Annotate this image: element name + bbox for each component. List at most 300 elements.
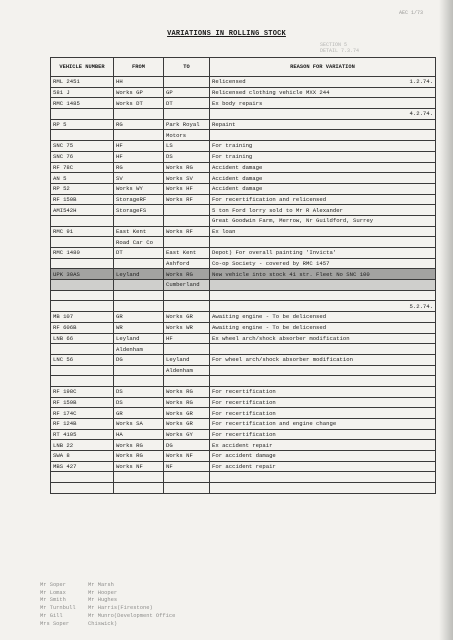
recipient-left: Mr Smith: [40, 597, 66, 604]
distribution-line: [40, 597, 270, 605]
to-cell-text: Aldenham: [166, 366, 193, 374]
vehicle-number-cell: [51, 483, 114, 494]
to-cell: [164, 483, 210, 494]
to-cell-text: Works SV: [166, 174, 193, 182]
to-cell: [164, 344, 210, 355]
table-row: [51, 344, 436, 355]
vehicle-number-cell: [51, 408, 114, 419]
vehicle-number-cell: [51, 280, 114, 291]
reason-cell-text: Repaint: [212, 121, 236, 129]
vehicle-number-cell: [51, 451, 114, 462]
to-cell: [164, 322, 210, 333]
from-cell: [114, 344, 164, 355]
from-cell: [114, 354, 164, 365]
table-row: [51, 483, 436, 494]
vehicle-number-cell-text: LNB 66: [53, 334, 74, 342]
section-date: 1.2.74.: [409, 78, 433, 86]
recipient-left: Mr Lomax: [40, 589, 66, 596]
vehicle-number-cell-text: MBS 427: [53, 463, 77, 471]
from-cell-text: Works RG: [116, 452, 143, 460]
table-row: [51, 397, 436, 408]
reason-cell: [210, 215, 436, 226]
table-row: [51, 109, 436, 120]
to-cell: [164, 301, 210, 312]
table-row: [51, 312, 436, 323]
from-cell-text: Works NF: [116, 463, 143, 471]
table-row: [51, 194, 436, 205]
from-cell-text: SV: [116, 174, 123, 182]
recipient-left: Mr Soper: [40, 582, 66, 588]
vehicle-number-cell-text: RT 4105: [53, 431, 77, 439]
from-cell: [114, 194, 164, 205]
to-cell-text: Works RF: [166, 227, 193, 235]
from-cell-text: RG: [116, 163, 123, 171]
vehicle-number-cell-text: RP 5: [53, 121, 67, 129]
recipient-right: Mr Harris(Firestone): [88, 605, 153, 612]
from-cell: [114, 119, 164, 130]
from-cell-text: Leyland: [116, 270, 140, 278]
vehicle-number-cell-text: SWA 8: [53, 452, 70, 460]
vehicle-number-cell: [51, 419, 114, 430]
from-cell: [114, 248, 164, 259]
table-row: [51, 87, 436, 98]
column-header-reason: REASON FOR VARIATION: [210, 58, 436, 77]
vehicle-number-cell: [51, 258, 114, 269]
to-cell: [164, 312, 210, 323]
reason-cell: [210, 280, 436, 291]
table-row: [51, 408, 436, 419]
recipient-left: Mr Gill: [40, 612, 63, 619]
recipient-right: Mr Hughes: [88, 597, 118, 604]
table-row: [51, 472, 436, 483]
from-cell: [114, 98, 164, 109]
to-cell-text: Works NF: [166, 452, 193, 460]
from-cell: [114, 290, 164, 301]
to-cell-text: Works RG: [166, 270, 193, 278]
vehicle-number-cell-text: AN 5: [53, 174, 67, 182]
document-title: [0, 30, 453, 38]
vehicle-number-cell: [51, 322, 114, 333]
to-cell: [164, 365, 210, 376]
reason-cell: [210, 386, 436, 397]
faded-line: DETAIL 7.3.74: [320, 48, 360, 54]
vehicle-number-cell-text: RF 124B: [53, 420, 77, 428]
vehicle-number-cell-text: RMC 91: [53, 227, 74, 235]
from-cell-text: Road Car Co: [116, 238, 153, 246]
from-cell: [114, 258, 164, 269]
reason-cell: [210, 269, 436, 280]
vehicle-number-cell-text: RMC 1480: [53, 249, 80, 257]
vehicle-number-cell: [51, 429, 114, 440]
table-row: [51, 365, 436, 376]
reason-cell-text: For training: [212, 142, 253, 150]
from-cell: [114, 365, 164, 376]
to-cell: [164, 376, 210, 387]
reason-cell-text: For accident damage: [212, 452, 276, 460]
from-cell-text: HF: [116, 153, 123, 161]
to-cell: [164, 333, 210, 344]
distribution-line: [40, 605, 270, 613]
table-row: [51, 419, 436, 430]
to-cell: [164, 183, 210, 194]
to-cell: [164, 141, 210, 152]
from-cell-text: HH: [116, 78, 123, 86]
reason-cell-text: For recertification: [212, 398, 276, 406]
column-header-vehicle: VEHICLE NUMBER: [51, 58, 114, 77]
to-cell: [164, 354, 210, 365]
reason-cell-text: For recertification and engine change: [212, 420, 337, 428]
to-cell-text: Works GR: [166, 420, 193, 428]
section-date: 5.2.74.: [409, 302, 433, 310]
rolling-stock-table: [50, 57, 436, 494]
reason-cell-text: For recertification: [212, 388, 276, 396]
reason-cell: [210, 365, 436, 376]
to-cell-text: Leyland: [166, 356, 190, 364]
reason-cell: [210, 344, 436, 355]
to-cell: [164, 119, 210, 130]
to-cell: [164, 280, 210, 291]
vehicle-number-cell: [51, 269, 114, 280]
vehicle-number-cell: [51, 151, 114, 162]
reason-cell: [210, 119, 436, 130]
to-cell: [164, 440, 210, 451]
from-cell: [114, 472, 164, 483]
to-cell-text: Motors: [166, 131, 187, 139]
vehicle-number-cell: [51, 237, 114, 248]
vehicle-number-cell-text: RF 198C: [53, 388, 77, 396]
vehicle-number-cell: [51, 354, 114, 365]
table-header-row: [51, 58, 436, 77]
vehicle-number-cell-text: LNB 22: [53, 441, 74, 449]
vehicle-number-cell: [51, 440, 114, 451]
from-cell: [114, 483, 164, 494]
vehicle-number-cell: [51, 301, 114, 312]
vehicle-number-cell-text: RF 150B: [53, 195, 77, 203]
table-row: [51, 258, 436, 269]
vehicle-number-cell: [51, 365, 114, 376]
reason-cell: [210, 301, 436, 312]
table-row: [51, 248, 436, 259]
from-cell: [114, 429, 164, 440]
to-cell: [164, 461, 210, 472]
table-row: [51, 183, 436, 194]
from-cell: [114, 237, 164, 248]
from-cell-text: WR: [116, 324, 123, 332]
from-cell: [114, 183, 164, 194]
recipient-left: Mr Turnbull: [40, 605, 76, 612]
table-row: [51, 376, 436, 387]
to-cell-text: Works RF: [166, 195, 193, 203]
from-cell-text: Works DT: [116, 99, 143, 107]
vehicle-number-cell: [51, 119, 114, 130]
reason-cell-text: Accident damage: [212, 163, 263, 171]
vehicle-number-cell: [51, 215, 114, 226]
reason-cell-text: Ex wheel arch/shock absorber modification: [212, 334, 350, 342]
reason-cell: [210, 162, 436, 173]
reason-cell: [210, 98, 436, 109]
table-row: [51, 173, 436, 184]
vehicle-number-cell: [51, 461, 114, 472]
vehicle-number-cell-text: RF 174C: [53, 409, 77, 417]
to-cell-text: DG: [166, 441, 173, 449]
reason-cell: [210, 429, 436, 440]
title-text: VARIATIONS IN ROLLING STOCK: [167, 30, 286, 38]
table-body: [51, 77, 436, 494]
reason-cell-text: Relicensed clothing vehicle MXX 244: [212, 89, 330, 97]
from-cell: [114, 322, 164, 333]
reason-cell-text: New vehicle into stock 41 str. Fleet No SNC 100: [212, 270, 370, 278]
to-cell-text: Ashford: [166, 260, 190, 268]
distribution-line: [40, 582, 270, 590]
table-row: [51, 205, 436, 216]
reason-cell: [210, 130, 436, 141]
vehicle-number-cell: [51, 397, 114, 408]
table-row: [51, 130, 436, 141]
to-cell: [164, 419, 210, 430]
faded-bleed-text: [320, 42, 400, 54]
reason-cell-text: Depot) For overall painting 'Invicta': [212, 249, 337, 257]
reason-cell-text: Accident damage: [212, 185, 263, 193]
from-cell-text: Works GP: [116, 89, 143, 97]
recipient-right: Mr Munro(Development Office: [88, 612, 176, 619]
to-cell-text: Works WR: [166, 324, 193, 332]
recipient-right: Mr Marsh: [88, 582, 114, 588]
from-cell: [114, 301, 164, 312]
from-cell-text: RG: [116, 121, 123, 129]
vehicle-number-cell: [51, 376, 114, 387]
recipient-right: Mr Hooper: [88, 589, 118, 596]
from-cell: [114, 87, 164, 98]
to-cell-text: Works RG: [166, 398, 193, 406]
distribution-list: [40, 582, 270, 628]
to-cell: [164, 194, 210, 205]
vehicle-number-cell-text: AMI542H: [53, 206, 77, 214]
table-row: [51, 354, 436, 365]
reason-cell: [210, 312, 436, 323]
to-cell-text: Works GR: [166, 313, 193, 321]
to-cell: [164, 87, 210, 98]
to-cell: [164, 248, 210, 259]
reason-cell-text: For recertification and relicensed: [212, 195, 327, 203]
vehicle-number-cell-text: RF 606B: [53, 324, 77, 332]
distribution-line: [40, 590, 270, 598]
from-cell: [114, 312, 164, 323]
vehicle-number-cell: [51, 248, 114, 259]
reason-cell: [210, 205, 436, 216]
reason-cell: [210, 226, 436, 237]
reason-cell-text: Ex body repairs: [212, 99, 263, 107]
reason-cell-text: Ex accident repair: [212, 441, 273, 449]
reason-cell: [210, 183, 436, 194]
vehicle-number-cell-text: UPK 30AS: [53, 270, 80, 278]
reason-cell: [210, 408, 436, 419]
to-cell-text: HF: [166, 334, 173, 342]
to-cell: [164, 397, 210, 408]
from-cell: [114, 408, 164, 419]
reason-cell-text: Great Goodwin Farm, Merrow, Nr Guildford, Surrey: [212, 217, 374, 225]
reason-cell: [210, 451, 436, 462]
from-cell-text: East Kent: [116, 227, 147, 235]
to-cell: [164, 130, 210, 141]
from-cell: [114, 130, 164, 141]
reason-cell: [210, 461, 436, 472]
from-cell: [114, 386, 164, 397]
reason-cell: [210, 258, 436, 269]
from-cell: [114, 205, 164, 216]
vehicle-number-cell: [51, 98, 114, 109]
reason-cell: [210, 440, 436, 451]
table-row: [51, 151, 436, 162]
to-cell: [164, 258, 210, 269]
recipient-right: Chiswick): [88, 620, 118, 627]
table-row: [51, 322, 436, 333]
reason-cell-text: Ex loan: [212, 227, 236, 235]
table-row: [51, 215, 436, 226]
vehicle-number-cell: [51, 333, 114, 344]
reason-cell: [210, 397, 436, 408]
vehicle-number-cell: [51, 386, 114, 397]
to-cell-text: Works GR: [166, 409, 193, 417]
to-cell-text: GP: [166, 89, 173, 97]
to-cell: [164, 226, 210, 237]
reason-cell: [210, 248, 436, 259]
vehicle-number-cell-text: SNC 76: [53, 153, 74, 161]
from-cell-text: Works SA: [116, 420, 143, 428]
reason-cell: [210, 472, 436, 483]
from-cell-text: DS: [116, 388, 123, 396]
vehicle-number-cell-text: RML 2451: [53, 78, 80, 86]
table-row: [51, 226, 436, 237]
to-cell-text: Works HF: [166, 185, 193, 193]
vehicle-number-cell: [51, 173, 114, 184]
to-cell: [164, 429, 210, 440]
from-cell: [114, 333, 164, 344]
to-cell: [164, 451, 210, 462]
table-row: [51, 451, 436, 462]
from-cell-text: StorageRF: [116, 195, 147, 203]
from-cell: [114, 451, 164, 462]
from-cell: [114, 461, 164, 472]
table-row: [51, 290, 436, 301]
from-cell: [114, 280, 164, 291]
section-date: 4.2.74.: [409, 110, 433, 118]
to-cell: [164, 215, 210, 226]
from-cell: [114, 162, 164, 173]
reason-cell: [210, 141, 436, 152]
from-cell: [114, 141, 164, 152]
from-cell: [114, 77, 164, 88]
from-cell: [114, 215, 164, 226]
table-row: [51, 301, 436, 312]
reason-cell: [210, 87, 436, 98]
to-cell-text: LS: [166, 142, 173, 150]
reason-cell-text: Co-op Society - covered by RMC 1457: [212, 260, 330, 268]
vehicle-number-cell-text: RP 52: [53, 185, 70, 193]
from-cell-text: HF: [116, 142, 123, 150]
vehicle-number-cell-text: RF 159B: [53, 398, 77, 406]
reason-cell-text: Relicensed: [212, 78, 246, 86]
from-cell-text: Works RG: [116, 441, 143, 449]
to-cell: [164, 472, 210, 483]
to-cell: [164, 290, 210, 301]
to-cell: [164, 151, 210, 162]
reason-cell: [210, 290, 436, 301]
corner-reference: AEC 1/73: [398, 10, 423, 16]
to-cell-text: Works GY: [166, 431, 193, 439]
from-cell: [114, 173, 164, 184]
from-cell: [114, 269, 164, 280]
vehicle-number-cell-text: SNC 75: [53, 142, 74, 150]
from-cell-text: HA: [116, 431, 123, 439]
reason-cell: [210, 483, 436, 494]
table-row: [51, 280, 436, 291]
table-row: [51, 333, 436, 344]
from-cell: [114, 440, 164, 451]
table-row: [51, 386, 436, 397]
from-cell-text: StorageFS: [116, 206, 147, 214]
from-cell-text: DT: [116, 249, 123, 257]
vehicle-number-cell-text: RF 78C: [53, 163, 74, 171]
vehicle-number-cell-text: RMC 1485: [53, 99, 80, 107]
distribution-line: [40, 613, 270, 621]
from-cell-text: Aldenham: [116, 345, 143, 353]
vehicle-number-cell: [51, 183, 114, 194]
to-cell: [164, 109, 210, 120]
from-cell: [114, 376, 164, 387]
from-cell: [114, 397, 164, 408]
reason-cell: [210, 333, 436, 344]
recipient-left: Mrs Soper: [40, 620, 70, 627]
vehicle-number-cell: [51, 312, 114, 323]
to-cell: [164, 98, 210, 109]
to-cell: [164, 237, 210, 248]
reason-cell: [210, 109, 436, 120]
vehicle-number-cell: [51, 205, 114, 216]
from-cell-text: DG: [116, 356, 123, 364]
distribution-line: [40, 621, 270, 629]
reason-cell-text: Awaiting engine - To be delicensed: [212, 313, 327, 321]
column-header-to: TO: [164, 58, 210, 77]
from-cell-text: GR: [116, 409, 123, 417]
to-cell: [164, 408, 210, 419]
table-row: [51, 429, 436, 440]
reason-cell: [210, 194, 436, 205]
from-cell-text: Works WY: [116, 185, 143, 193]
table-row: [51, 269, 436, 280]
reason-cell: [210, 173, 436, 184]
to-cell: [164, 173, 210, 184]
reason-cell-text: 5 ton Ford lorry sold to Mr R Alexander: [212, 206, 343, 214]
from-cell: [114, 151, 164, 162]
reason-cell: [210, 151, 436, 162]
from-cell-text: GR: [116, 313, 123, 321]
reason-cell: [210, 77, 436, 88]
reason-cell: [210, 354, 436, 365]
to-cell: [164, 269, 210, 280]
vehicle-number-cell: [51, 194, 114, 205]
table-row: [51, 440, 436, 451]
reason-cell-text: Awaiting engine - To be delicensed: [212, 324, 327, 332]
vehicle-number-cell: [51, 162, 114, 173]
table-row: [51, 119, 436, 130]
reason-cell-text: For accident repair: [212, 463, 276, 471]
to-cell: [164, 162, 210, 173]
reason-cell-text: For recertification: [212, 409, 276, 417]
to-cell: [164, 386, 210, 397]
from-cell-text: DS: [116, 398, 123, 406]
from-cell: [114, 226, 164, 237]
vehicle-number-cell: [51, 344, 114, 355]
